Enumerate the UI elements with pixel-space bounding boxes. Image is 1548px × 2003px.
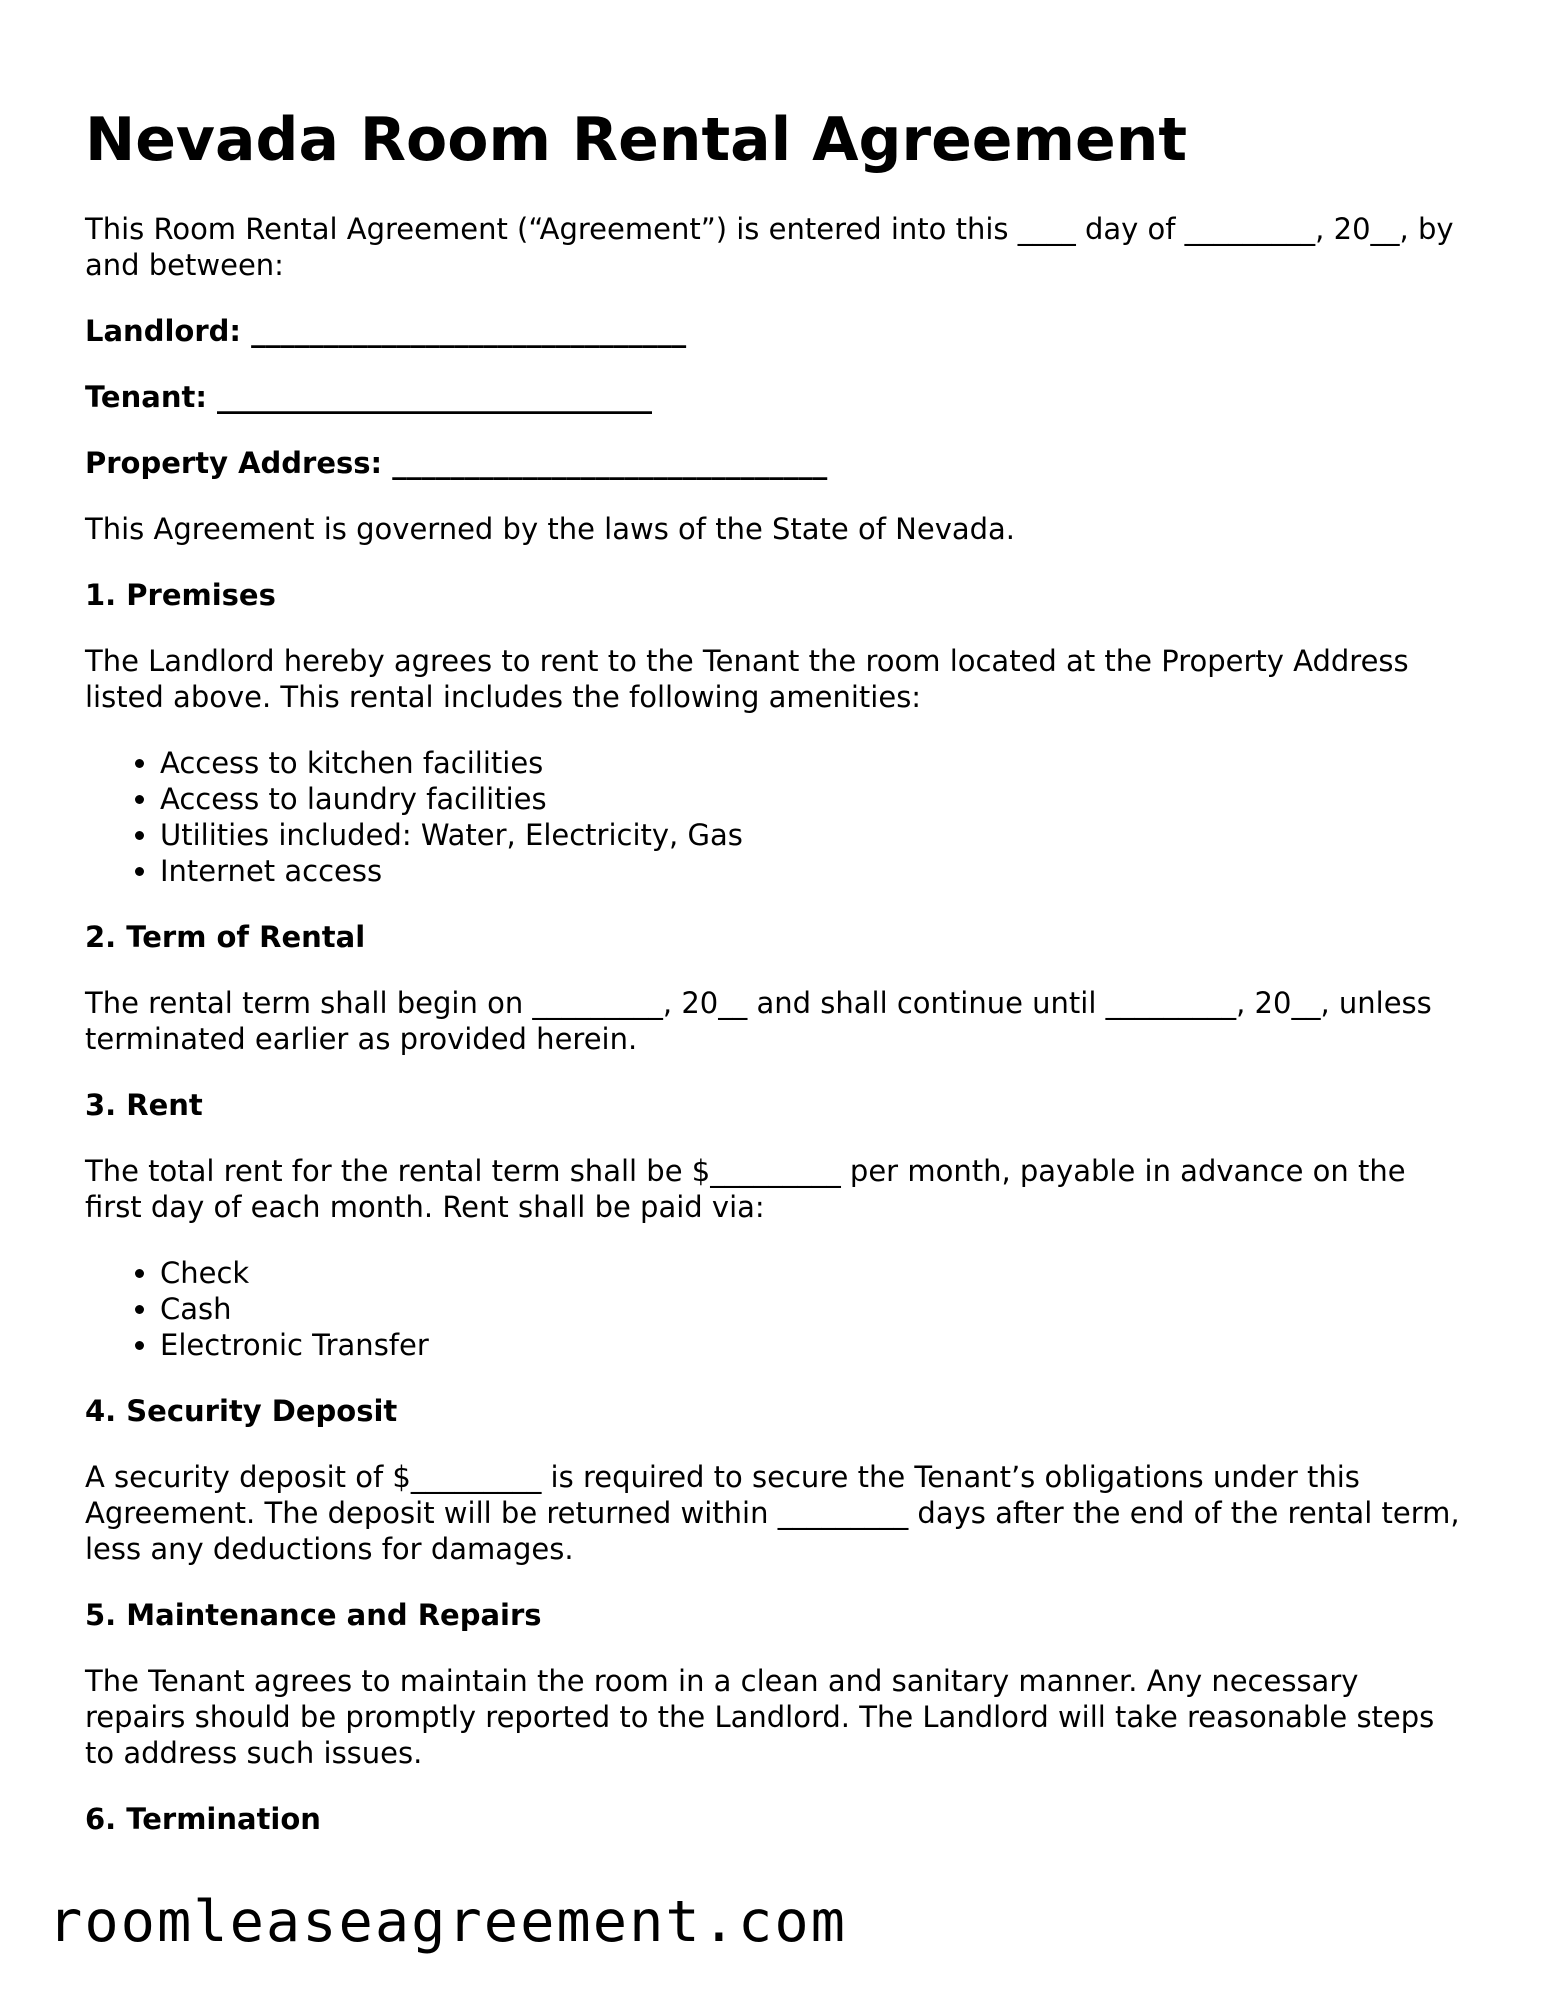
section-heading-maintenance: 5. Maintenance and Repairs (85, 1598, 542, 1632)
section-heading-security-deposit: 4. Security Deposit (85, 1394, 398, 1428)
property-address-label: Property Address: (85, 446, 383, 480)
section-heading-premises: 1. Premises (85, 578, 276, 612)
document-page (85, 100, 1465, 1867)
security-deposit-paragraph: A security deposit of $_________ is required to secure the Tenant’s obligations under this Agreement. The deposit will be returned within _________ days after the end of the rental term, less any deductions for damages. (85, 1460, 1460, 1566)
section-heading-termination: 6. Termination (85, 1802, 321, 1836)
site-watermark: roomleaseagreement.com (48, 1889, 847, 1955)
property-address-field (85, 445, 1465, 481)
landlord-field (85, 313, 1465, 349)
landlord-blank: ______________________________ (251, 314, 687, 348)
list-item: • Check (160, 1255, 1465, 1291)
tenant-blank: ______________________________ (217, 380, 653, 414)
landlord-label: Landlord: (85, 314, 241, 348)
rent-paragraph: The total rent for the rental term shall be $_________ per month, payable in advance on the first day of each month. Rent shall be paid via: (85, 1154, 1406, 1224)
intro-paragraph: This Room Rental Agreement (“Agreement”) is entered into this ____ day of _________, 20__, by and between: (85, 212, 1454, 282)
term-paragraph: The rental term shall begin on _________, 20__ and shall continue until _________, 20__, unless terminated earlier as provided herein. (85, 986, 1432, 1056)
document-title: Nevada Room Rental Agreement (85, 105, 1188, 175)
list-item: • Utilities included: Water, Electricity, Gas (160, 817, 1465, 853)
tenant-field (85, 379, 1465, 415)
section-heading-term: 2. Term of Rental (85, 920, 366, 954)
tenant-label: Tenant: (85, 380, 207, 414)
maintenance-paragraph: The Tenant agrees to maintain the room in a clean and sanitary manner. Any necessary repairs should be promptly reported to the Landlord. The Landlord will take reasonable steps to address such issues. (85, 1664, 1435, 1770)
section-heading-rent: 3. Rent (85, 1088, 203, 1122)
list-item: • Access to laundry facilities (160, 781, 1465, 817)
amenities-list (85, 745, 1465, 889)
list-item: • Cash (160, 1291, 1465, 1327)
list-item: • Electronic Transfer (160, 1327, 1465, 1363)
property-address-blank: ______________________________ (392, 446, 828, 480)
list-item: • Internet access (160, 853, 1465, 889)
premises-paragraph: The Landlord hereby agrees to rent to the Tenant the room located at the Property Address listed above. This rental includes the following amenities: (85, 644, 1409, 714)
payment-methods-list (85, 1255, 1465, 1363)
governing-law-paragraph: This Agreement is governed by the laws of the State of Nevada. (85, 512, 1016, 546)
list-item: • Access to kitchen facilities (160, 745, 1465, 781)
